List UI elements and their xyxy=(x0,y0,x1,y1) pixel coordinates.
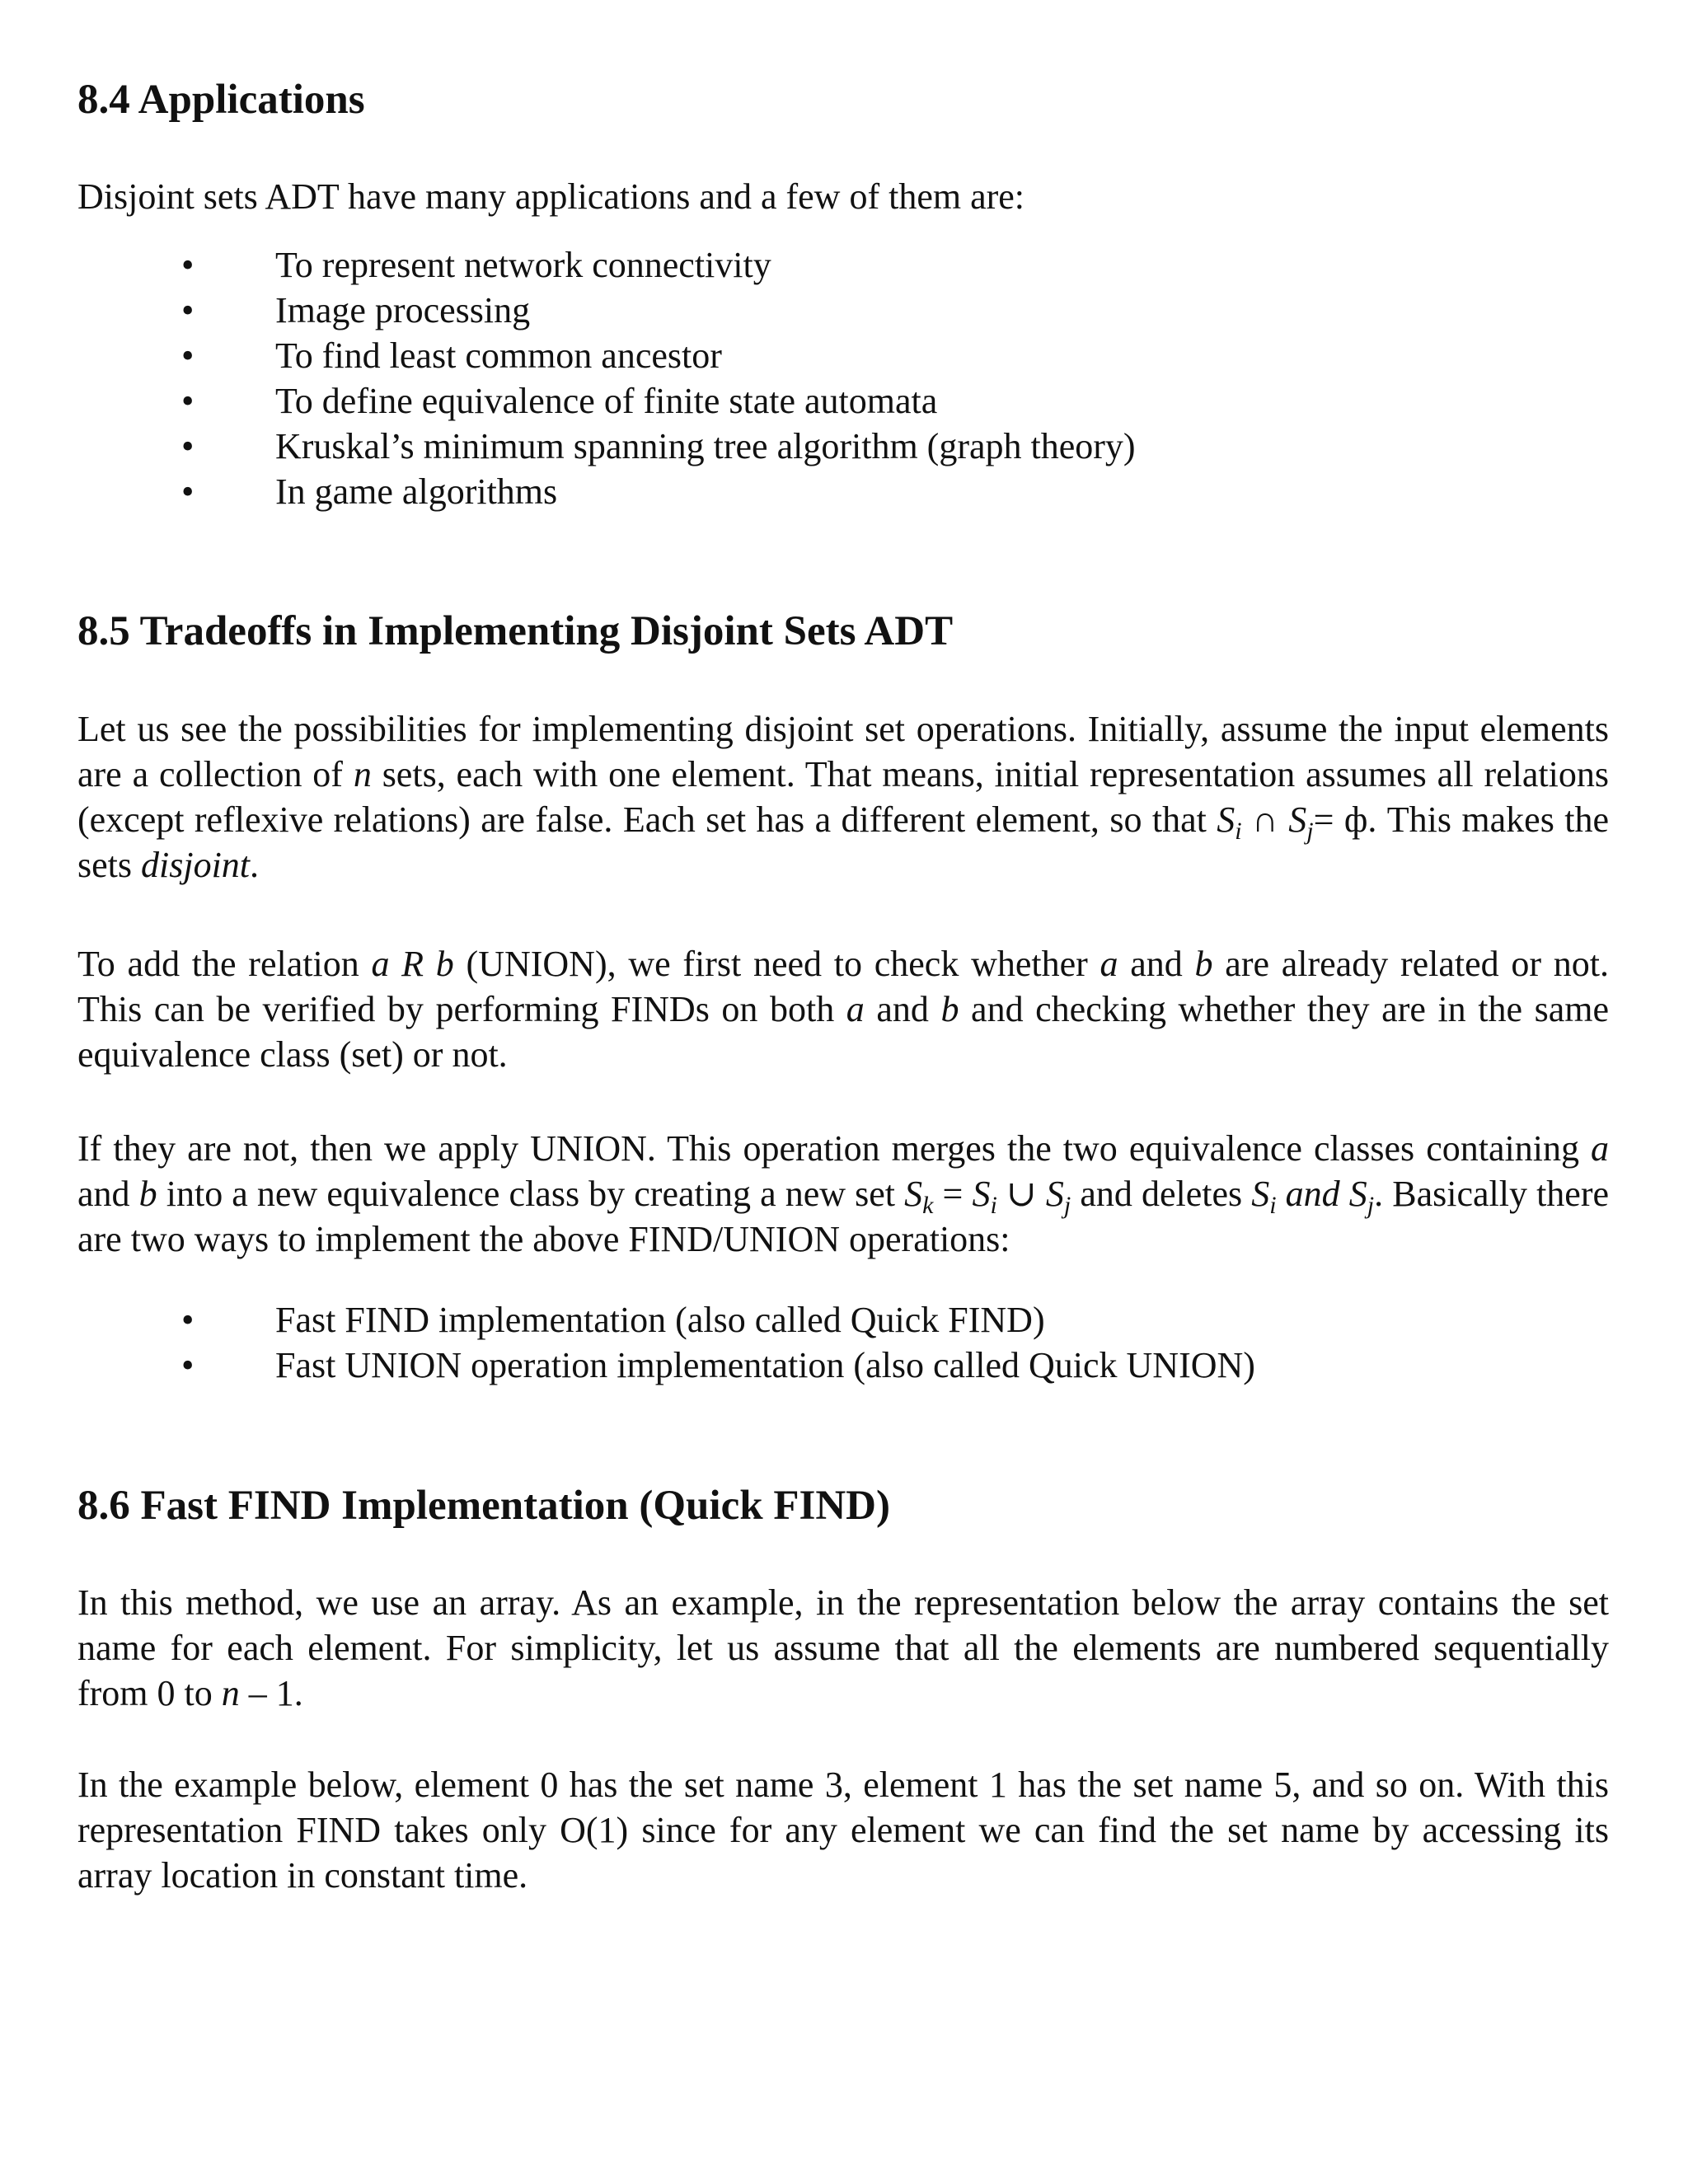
list-item: • To find least common ancestor xyxy=(77,333,1136,378)
tradeoffs-paragraph-1: Let us see the possibilities for implementing disjoint set operations. Initially, assume the input elements are a collection of n sets, each with one element. That means, initial representation assumes all relations (except reflexive relations) are false. Each set has a different element, so that $S_i$ ∩ $S_j= ф$. This makes the sets disjoint. xyxy=(77,709,1609,885)
quick-find-paragraph-1: In this method, we use an array. As an example, in the representation below the array contains the set name for each element. For simplicity, let us assume that all the elements are numbered sequentially from 0 to n – 1. xyxy=(77,1582,1609,1713)
section-heading-tradeoffs: 8.5 Tradeoffs in Implementing Disjoint Sets ADT xyxy=(77,608,954,654)
bullet-icon: • xyxy=(181,1300,195,1340)
bullet-icon: • xyxy=(181,381,195,421)
bullet-icon: • xyxy=(181,1345,195,1385)
list-item: • Fast FIND implementation (also called Quick FIND) xyxy=(77,1297,1255,1343)
applications-list xyxy=(77,242,1136,514)
section-heading-applications: 8.4 Applications xyxy=(77,77,365,123)
list-item: • In game algorithms xyxy=(77,469,1136,514)
bullet-icon: • xyxy=(181,426,195,466)
tradeoffs-paragraph-2: To add the relation a R b (UNION), we first need to check whether a and b are already related or not. This can be verified by performing FINDs on both a and b and checking whether they are in the same equivalence class (set) or not. xyxy=(77,944,1609,1075)
list-item: • To define equivalence of finite state automata xyxy=(77,378,1136,424)
list-item: • Fast UNION operation implementation (also called Quick UNION) xyxy=(77,1343,1255,1388)
bullet-icon: • xyxy=(181,335,195,376)
tradeoffs-paragraph-3: If they are not, then we apply UNION. This operation merges the two equivalence classes containing a and b into a new equivalence class by creating a new set $S_k = S_i$ ∪ $S_j$ and deletes $S_i$ and $S_j$. Basically there are two ways to implement the above FIND/UNION operations: xyxy=(77,1128,1609,1259)
list-item: • To represent network connectivity xyxy=(77,242,1136,288)
bullet-icon: • xyxy=(181,245,195,285)
list-item: • Kruskal’s minimum spanning tree algorithm (graph theory) xyxy=(77,424,1136,469)
bullet-icon: • xyxy=(181,290,195,330)
implementation-ways-list xyxy=(77,1297,1255,1388)
list-item: • Image processing xyxy=(77,288,1136,333)
applications-intro: Disjoint sets ADT have many applications and a few of them are: xyxy=(77,176,1025,217)
bullet-icon: • xyxy=(181,471,195,512)
section-heading-quick-find: 8.6 Fast FIND Implementation (Quick FIND) xyxy=(77,1483,890,1529)
quick-find-paragraph-2: In the example below, element 0 has the set name 3, element 1 has the set name 5, and so on. With this representation FIND takes only O(1) since for any element we can find the set name by accessing its array location in constant time. xyxy=(77,1765,1609,1896)
